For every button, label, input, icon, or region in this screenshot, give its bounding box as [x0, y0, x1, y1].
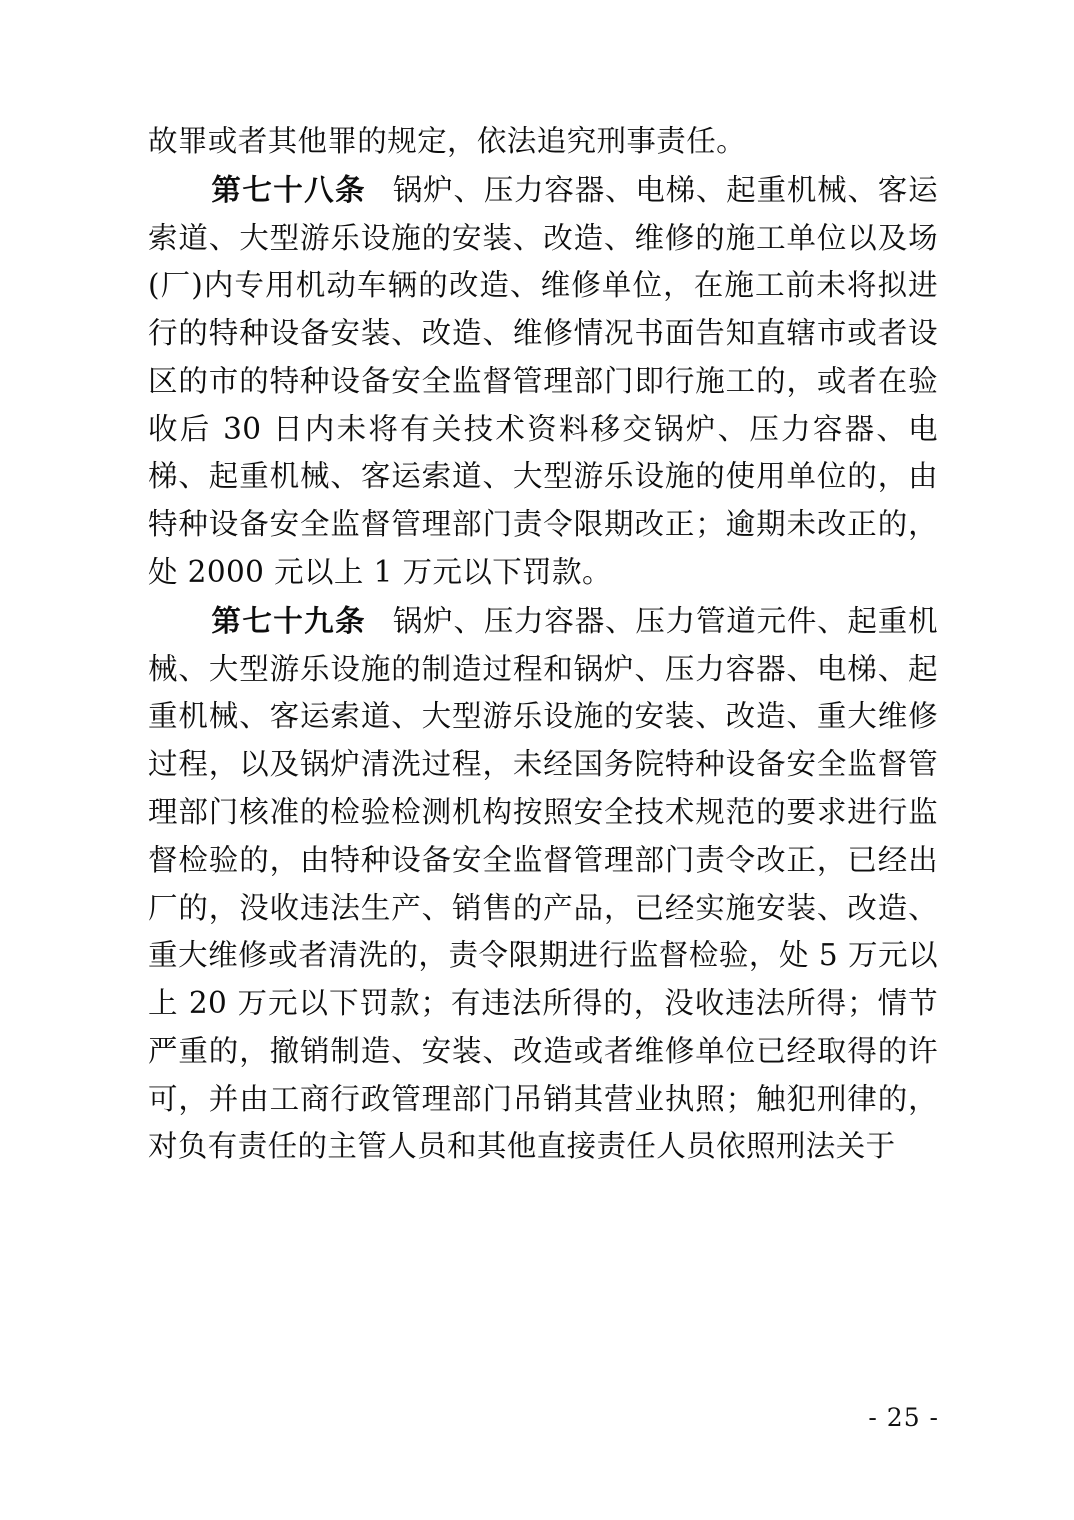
page-number: - 25 -: [868, 1403, 939, 1432]
paragraph-article-79: [148, 597, 938, 1171]
article-number-79: 第七十九条: [211, 602, 366, 638]
paragraph-article-78: [148, 166, 938, 597]
paragraph-continuation: [148, 118, 938, 166]
paragraph-text: 故罪或者其他罪的规定，依法追究刑事责任。: [148, 124, 747, 158]
article-number-78: 第七十八条: [211, 171, 366, 207]
paragraph-text: 锅炉、压力容器、压力管道元件、起重机械、大型游乐设施的制造过程和锅炉、压力容器、电梯、起重机械、客运索道、大型游乐设施的安装、改造、重大维修过程，以及锅炉清洗过程，未经国务院特种设备安全监督管理部门核准的检验检测机构按照安全技术规范的要求进行监督检验的，由特种设备安全监督管理部门责令改正，已经出厂的，没收违法生产、销售的产品，已经实施安装、改造、重大维修或者清洗的，责令限期进行监督检验，处 5 万元以上 20 万元以下罚款；有违法所得的，没收违法所得；情节严重的，撤销制造、安装、改造或者维修单位已经取得的许可，并由工商行政管理部门吊销其营业执照；触犯刑律的，对负有责任的主管人员和其他直接责任人员依照刑法关于: [148, 603, 938, 1164]
paragraph-text: 锅炉、压力容器、电梯、起重机械、客运索道、大型游乐设施的安装、改造、维修的施工单位以及场(厂)内专用机动车辆的改造、维修单位，在施工前未将拟进行的特种设备安装、改造、维修情况书面告知直辖市或者设区的市的特种设备安全监督管理部门即行施工的，或者在验收后 30 日内未将有关技术资料移交锅炉、压力容器、电梯、起重机械、客运索道、大型游乐设施的使用单位的，由特种设备安全监督管理部门责令限期改正；逾期未改正的，处 2000 元以上 1 万元以下罚款。: [148, 172, 938, 590]
page-content: [148, 118, 938, 1171]
